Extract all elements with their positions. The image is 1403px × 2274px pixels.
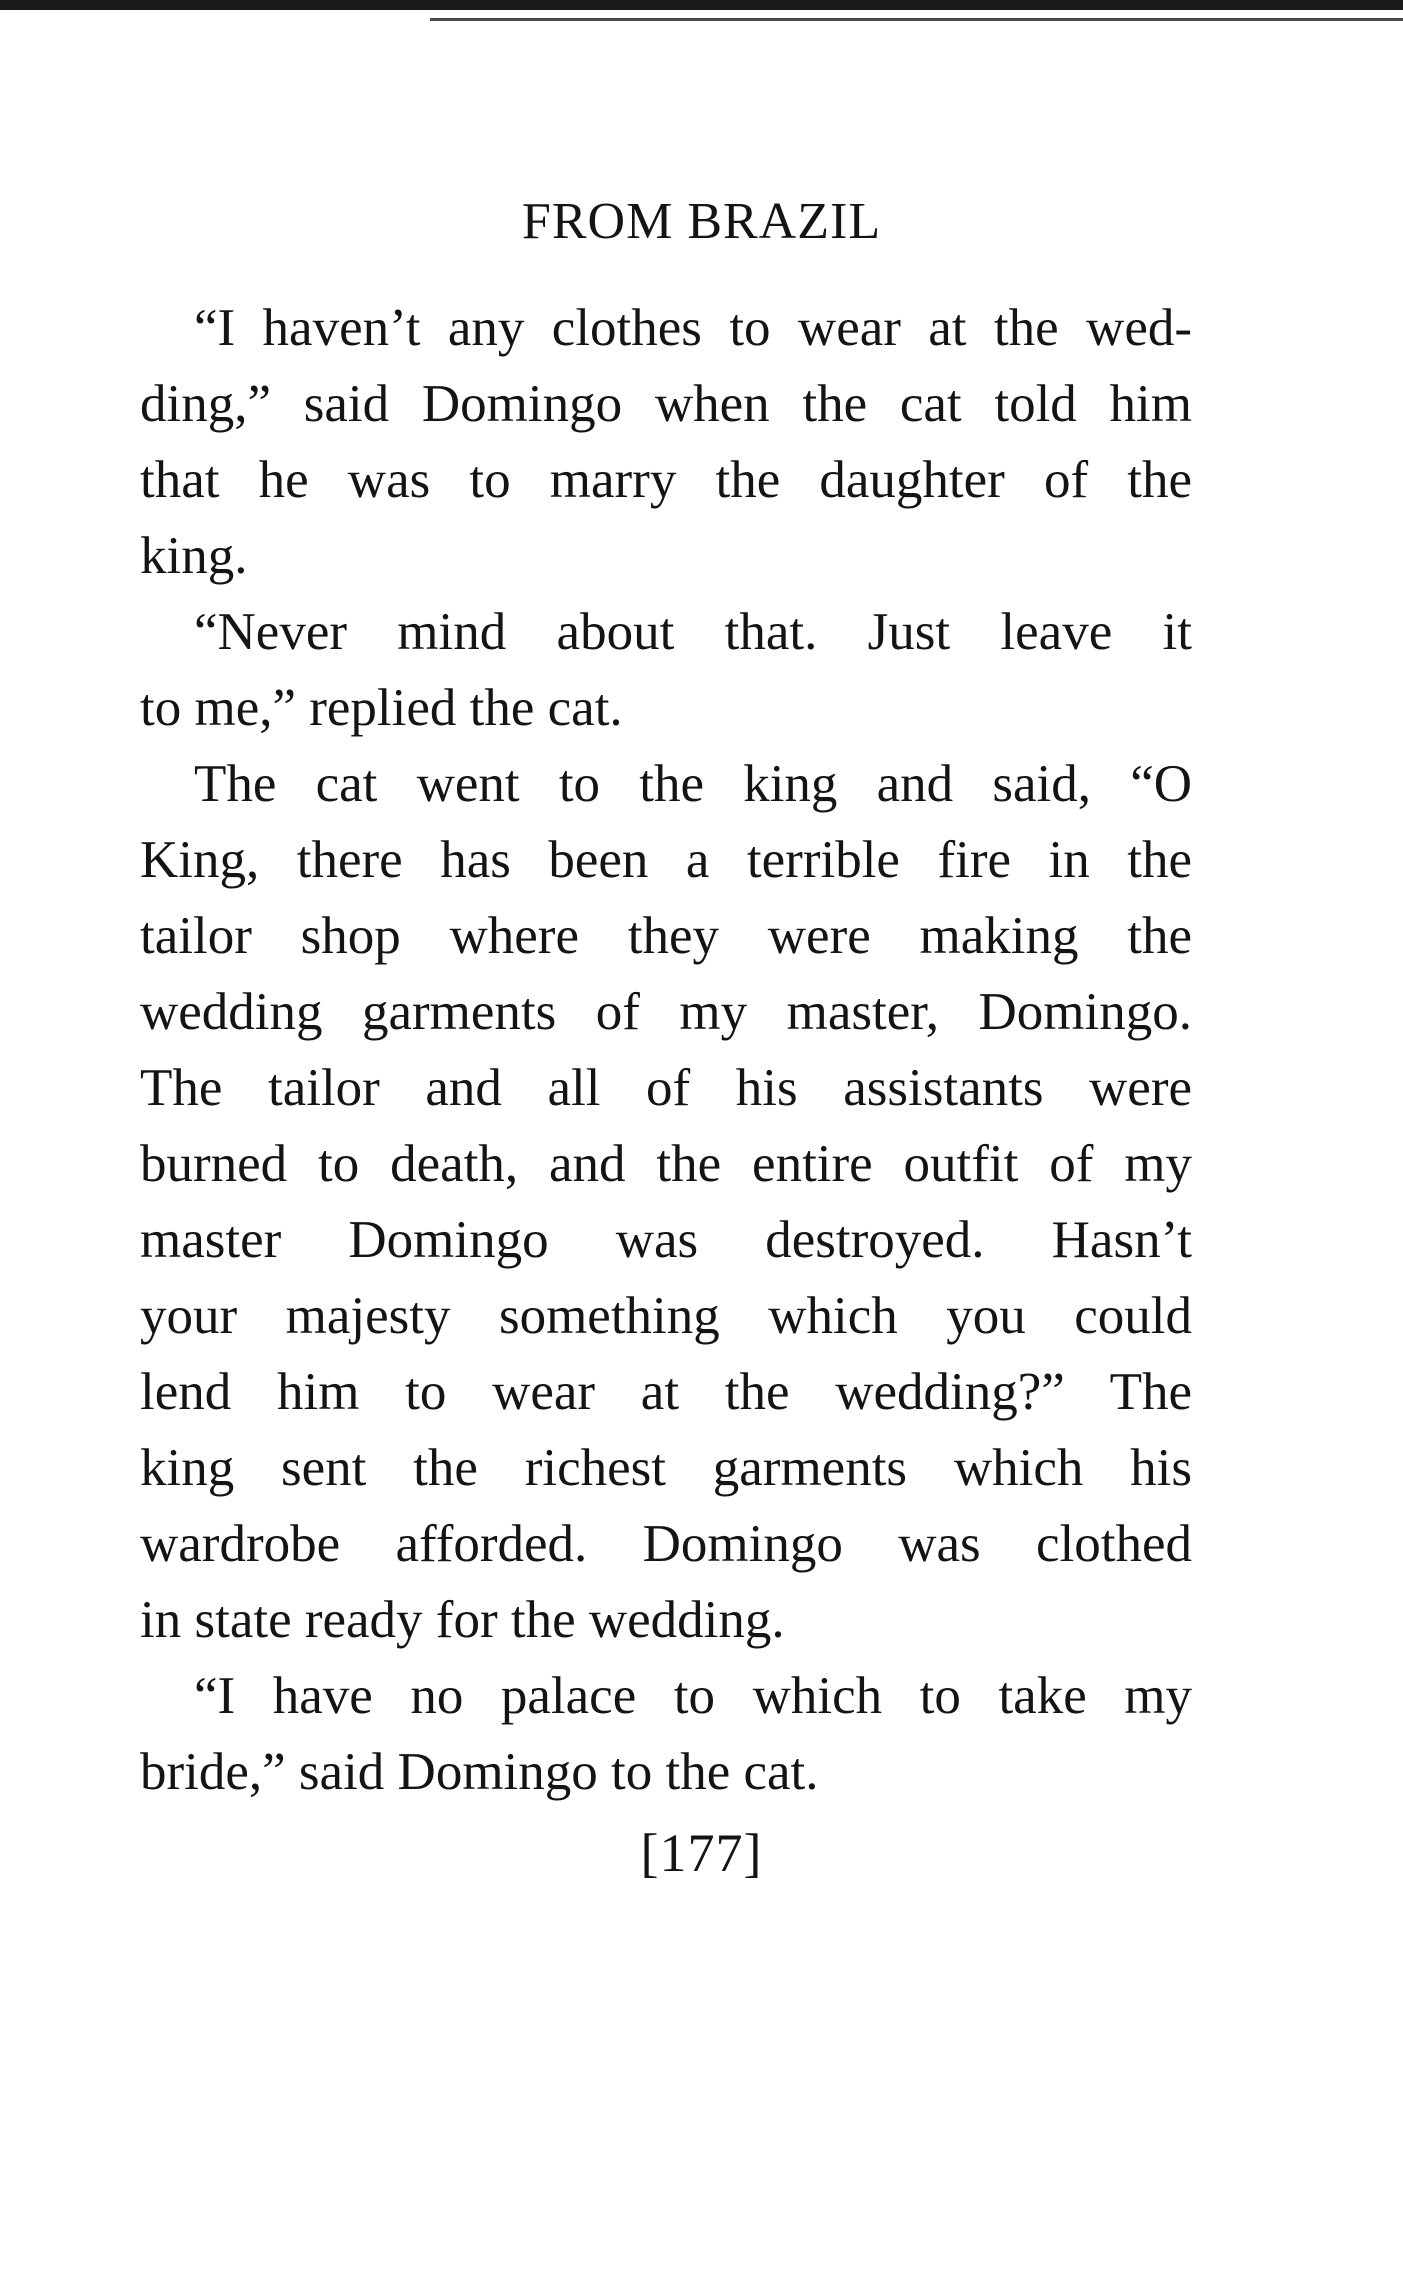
text-line: “I have no palace to which to take my	[194, 1667, 1192, 1725]
text-line: The cat went to the king and said, “O	[194, 755, 1192, 813]
text-line: tailor shop where they were making the	[140, 907, 1192, 965]
text-line: in state ready for the wedding.	[140, 1591, 785, 1649]
text-line: to me,” replied the cat.	[140, 679, 623, 737]
text-line: that he was to marry the daughter of the	[140, 451, 1192, 509]
text-line: wedding garments of my master, Domingo.	[140, 983, 1192, 1041]
page-number: [177]	[640, 1823, 763, 1883]
text-line: master Domingo was destroyed. Hasn’t	[140, 1211, 1192, 1269]
text-line: King, there has been a terrible fire in the	[140, 831, 1192, 889]
running-head: FROM BRAZIL	[521, 193, 882, 250]
text-line: lend him to wear at the wedding?” The	[140, 1363, 1192, 1421]
text-line: ding,” said Domingo when the cat told him	[140, 375, 1192, 433]
top-rule-secondary	[430, 18, 1403, 21]
text-line: wardrobe afforded. Domingo was clothed	[140, 1515, 1192, 1573]
text-line: king sent the richest garments which his	[140, 1439, 1192, 1497]
text-line: “Never mind about that. Just leave it	[194, 603, 1192, 661]
text-line: bride,” said Domingo to the cat.	[140, 1743, 819, 1801]
text-line: king.	[140, 527, 248, 585]
top-rule	[0, 0, 1403, 10]
text-line: your majesty something which you could	[140, 1287, 1192, 1345]
body-text	[140, 290, 1192, 1810]
text-line: “I haven’t any clothes to wear at the wed-	[194, 299, 1192, 357]
text-line: burned to death, and the entire outfit of my	[140, 1135, 1192, 1193]
text-line: The tailor and all of his assistants were	[140, 1059, 1192, 1117]
